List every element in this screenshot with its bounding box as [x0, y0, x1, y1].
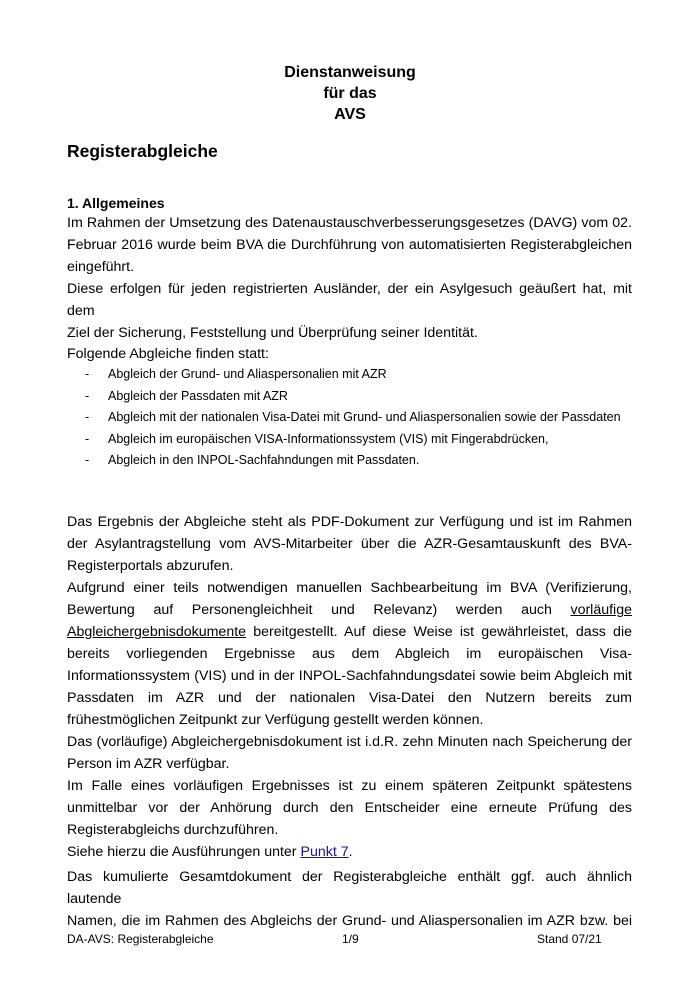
footer-page-number: 1/9 [342, 932, 359, 946]
text-line: Im Rahmen der Umsetzung des Datenaustauschverbesserungsgesetzes (DAVG) vom 02. [67, 215, 632, 231]
list-item: - Abgleich mit der nationalen Visa-Datei mit Grund- und Aliaspersonalien sowie der Passdaten [85, 410, 621, 425]
section-heading: 1. Allgemeines [67, 195, 165, 211]
text-line: Das Ergebnis der Abgleiche steht als PDF-Dokument zur Verfügung und ist im Rahmen [67, 514, 632, 530]
text-line: Registerabgleichs durchzuführen. [67, 822, 279, 838]
text-line: Passdaten im AZR und der nationalen Visa-Datei den Nutzern bereits zum [67, 690, 632, 706]
text-line: Im Falle eines vorläufigen Ergebnisses ist zu einem späteren Zeitpunkt spätestens [67, 778, 632, 794]
text-line: Siehe hierzu die Ausführungen unter Punkt 7. [67, 844, 353, 860]
paragraph-1 [67, 212, 632, 344]
text-line: Diese erfolgen für jeden registrierten Ausländer, der ein Asylgesuch geäußert hat, mit dem [67, 281, 632, 319]
punkt-7-link[interactable]: Punkt 7 [300, 844, 349, 860]
text-line: frühestmöglichen Zeitpunkt zur Verfügung gestellt werden können. [67, 712, 484, 728]
text-line: Namen, die im Rahmen des Abgleichs der Grund- und Aliaspersonalien im AZR bzw. bei [67, 913, 632, 929]
comparison-list [85, 364, 632, 472]
footer-right: Stand 07/21 [537, 932, 602, 946]
text-line: der Asylantragstellung vom AVS-Mitarbeiter über die AZR-Gesamtauskunft des BVA- [67, 536, 632, 552]
text-line: Registerportals abzurufen. [67, 558, 234, 574]
text-line: Informationssystem (VIS) und in der INPOL-Sachfahndungsdatei sowie beim Abgleich mit [67, 668, 632, 684]
text-line: Person im AZR verfügbar. [67, 756, 230, 772]
title-line-2: für das [323, 85, 377, 102]
underlined-term: vorläufige [570, 602, 632, 618]
text-line: Ziel der Sicherung, Feststellung und Überprüfung seiner Identität. [67, 325, 478, 341]
text-line: Bewertung auf Personengleichheit und Relevanz) werden auch vorläufige [67, 602, 632, 618]
document-title [0, 62, 700, 125]
title-line-3: AVS [334, 106, 366, 123]
text-line: Aufgrund einer teils notwendigen manuellen Sachbearbeitung im BVA (Verifizierung, [67, 580, 632, 596]
text-line: Abgleichergebnisdokumente bereitgestellt. Auf diese Weise ist gewährleistet, dass die [67, 624, 632, 640]
text-line: Das kumulierte Gesamtdokument der Registerabgleiche enthält ggf. auch ähnlich lautende [67, 869, 632, 907]
list-intro: Folgende Abgleiche finden statt: [67, 346, 269, 362]
underlined-term: Abgleichergebnisdokumente [67, 624, 247, 640]
list-item: - Abgleich im europäischen VISA-Informationssystem (VIS) mit Fingerabdrücken, [85, 431, 549, 446]
footer-left: DA-AVS: Registerabgleiche [67, 932, 214, 946]
paragraph-3 [67, 511, 632, 863]
paragraph-8 [67, 866, 632, 932]
list-item: - Abgleich der Grund- und Aliaspersonalien mit AZR [85, 367, 387, 381]
title-line-1: Dienstanweisung [284, 64, 416, 81]
list-item: - Abgleich in den INPOL-Sachfahndungen mit Passdaten. [85, 453, 420, 468]
text-line: bereits vorliegenden Ergebnisse aus dem Abgleich im europäischen Visa- [67, 646, 632, 662]
text-line: Das (vorläufige) Abgleichergebnisdokument ist i.d.R. zehn Minuten nach Speicherung der [67, 734, 632, 750]
list-item: - Abgleich der Passdaten mit AZR [85, 388, 288, 403]
document-heading: Registerabgleiche [67, 141, 218, 161]
text-line: Februar 2016 wurde beim BVA die Durchführung von automatisierten Registerabgleichen [67, 237, 632, 253]
text-line: eingeführt. [67, 259, 135, 275]
text-line: unmittelbar vor der Anhörung durch den Entscheider eine erneute Prüfung des [67, 800, 632, 816]
